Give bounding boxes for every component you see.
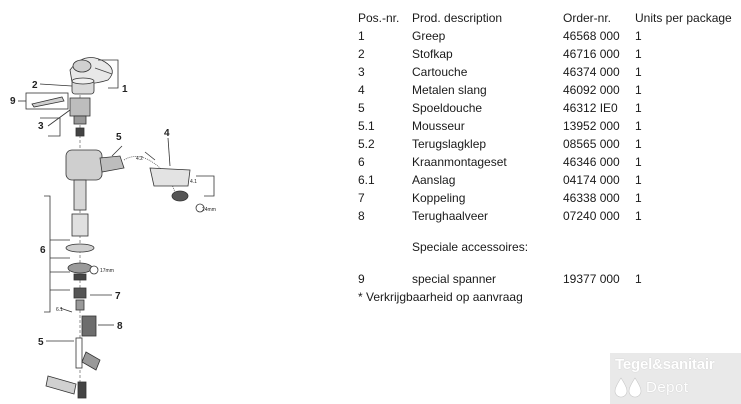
table-row <box>358 271 738 287</box>
callout-3: 3 <box>38 121 44 132</box>
cell-order: 46568 000 <box>563 29 620 43</box>
cell-order: 07240 000 <box>563 209 620 223</box>
cell-order: 46716 000 <box>563 47 620 61</box>
callout-6-1: 6.1 <box>56 307 63 313</box>
part-cartridge <box>70 98 90 136</box>
table-row <box>358 136 738 152</box>
cell-pos: 8 <box>358 209 365 223</box>
table-row <box>358 118 738 134</box>
table-row <box>358 100 738 116</box>
dimension-17mm: 17mm <box>100 268 114 274</box>
cell-desc: Greep <box>412 29 446 43</box>
cell-order: 08565 000 <box>563 137 620 151</box>
cell-order: 46338 000 <box>563 191 620 205</box>
part-spring <box>82 316 96 336</box>
header-desc: Prod. description <box>412 11 503 25</box>
cell-desc: Spoeldouche <box>412 101 483 115</box>
cell-units: 1 <box>635 47 642 61</box>
cell-order: 19377 000 <box>563 272 620 286</box>
table-row <box>358 208 738 224</box>
watermark-brand: Tegel&sanitair <box>615 356 715 373</box>
table-row <box>358 154 738 170</box>
cell-desc: Metalen slang <box>412 83 487 97</box>
part-coupling <box>74 288 86 310</box>
cell-order: 46312 IE0 <box>563 101 618 115</box>
header-pos: Pos.-nr. <box>358 11 400 25</box>
part-spray <box>46 338 100 398</box>
cell-units: 1 <box>635 83 642 97</box>
callout-4-2: 4.2 <box>136 156 143 162</box>
cell-desc: Kraanmontageset <box>412 155 507 169</box>
callout-6: 6 <box>40 245 46 256</box>
cell-desc: special spanner <box>412 272 497 286</box>
cell-pos: 6.1 <box>358 173 375 187</box>
water-drop-icon <box>614 377 644 399</box>
cell-order: 46374 000 <box>563 65 620 79</box>
table-row <box>358 64 738 80</box>
callout-5-bottom: 5 <box>38 337 44 348</box>
table-row <box>358 46 738 62</box>
callout-5: 5 <box>116 132 122 143</box>
cell-order: 13952 000 <box>563 119 620 133</box>
cell-pos: 7 <box>358 191 365 205</box>
cell-units: 1 <box>635 101 642 115</box>
table-row <box>358 172 738 188</box>
callout-4-1: 4.1 <box>190 179 197 185</box>
table-row <box>358 28 738 44</box>
cell-pos: 5.1 <box>358 119 375 133</box>
cell-order: 46346 000 <box>563 155 620 169</box>
header-units: Units per package <box>635 11 732 25</box>
cell-pos: 5.2 <box>358 137 375 151</box>
cell-desc: Aanslag <box>412 173 456 187</box>
table-header <box>358 10 738 26</box>
callout-7: 7 <box>115 291 121 302</box>
cell-pos: 2 <box>358 47 365 61</box>
watermark-logo <box>610 353 741 404</box>
cell-pos: 5 <box>358 101 365 115</box>
cell-units: 1 <box>635 119 642 133</box>
cell-pos: 3 <box>358 65 365 79</box>
cell-units: 1 <box>635 209 642 223</box>
header-order: Order-nr. <box>563 11 612 25</box>
callout-4: 4 <box>164 128 170 139</box>
special-accessories-heading: Speciale accessoires: <box>412 240 529 254</box>
cell-units: 1 <box>635 137 642 151</box>
cell-desc: Terugslagklep <box>412 137 487 151</box>
cell-order: 04174 000 <box>563 173 620 187</box>
cell-units: 1 <box>635 29 642 43</box>
cell-desc: Terughaalveer <box>412 209 489 223</box>
cell-pos: 4 <box>358 83 365 97</box>
cell-units: 1 <box>635 173 642 187</box>
callout-8: 8 <box>117 321 123 332</box>
part-mounting-set <box>66 214 98 280</box>
cell-desc: Stofkap <box>412 47 453 61</box>
callout-9: 9 <box>10 96 16 107</box>
cell-desc: Cartouche <box>412 65 468 79</box>
dimension-24mm: 24mm <box>202 207 216 213</box>
part-cap <box>72 78 94 94</box>
part-body <box>66 150 124 210</box>
watermark-sub: Depot <box>646 379 689 396</box>
cell-units: 1 <box>635 191 642 205</box>
cell-pos: 6 <box>358 155 365 169</box>
special-accessories-heading-row <box>358 239 738 255</box>
callout-1: 1 <box>122 84 128 95</box>
table-row <box>358 190 738 206</box>
cell-order: 46092 000 <box>563 83 620 97</box>
cell-pos: 9 <box>358 272 365 286</box>
table-row <box>358 82 738 98</box>
cell-pos: 1 <box>358 29 365 43</box>
callout-2: 2 <box>32 80 38 91</box>
cell-units: 1 <box>635 155 642 169</box>
footnote: * Verkrijgbaarheid op aanvraag <box>358 290 523 304</box>
cell-units: 1 <box>635 65 642 79</box>
part-spanner <box>26 93 68 109</box>
cell-desc: Mousseur <box>412 119 465 133</box>
exploded-parts-diagram <box>0 0 345 404</box>
footnote-row <box>358 289 738 305</box>
cell-units: 1 <box>635 272 642 286</box>
cell-desc: Koppeling <box>412 191 466 205</box>
